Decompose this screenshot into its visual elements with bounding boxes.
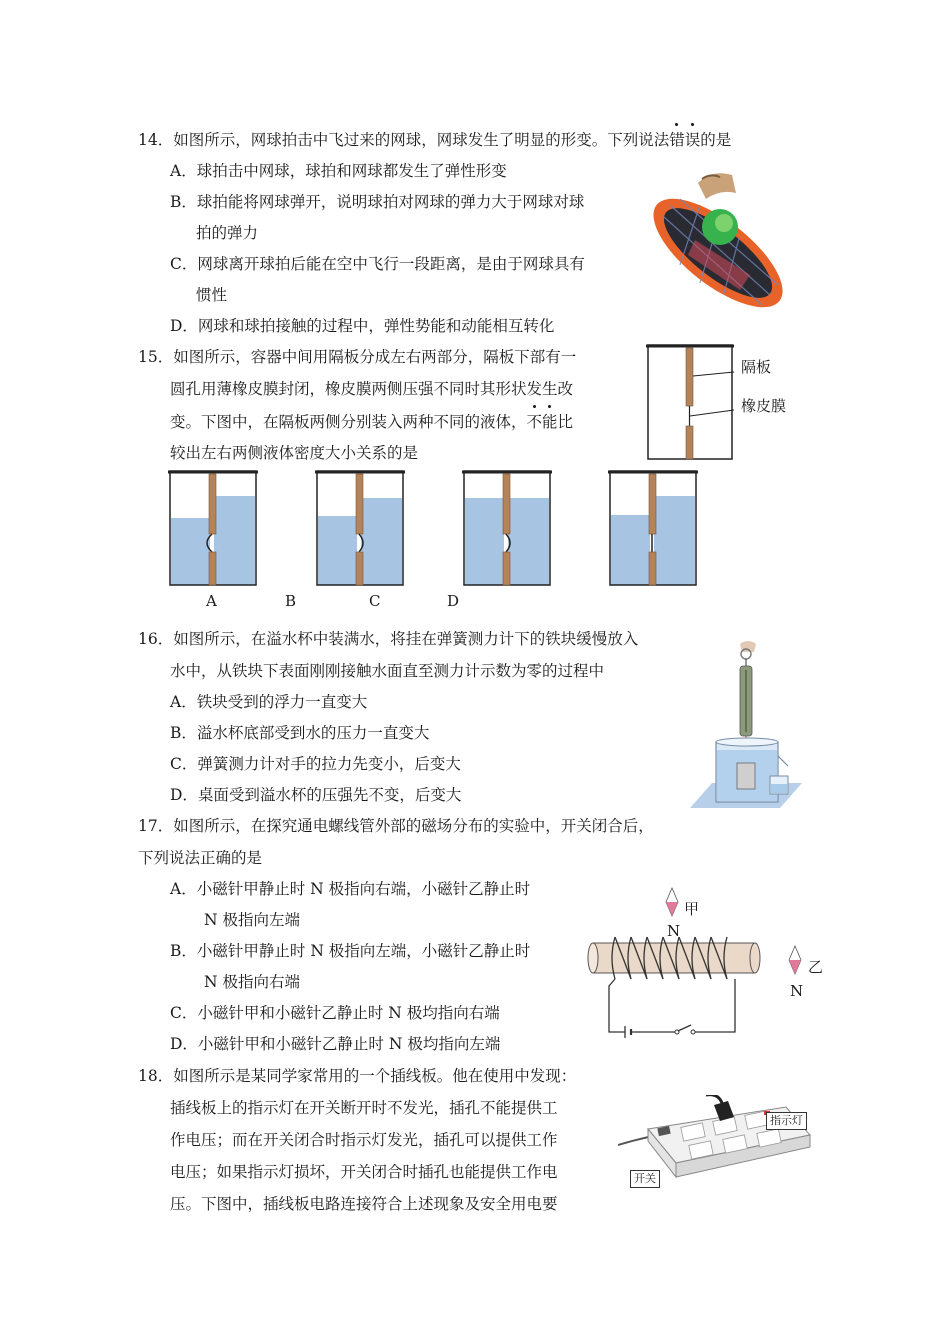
option-label-c[interactable]: C: [369, 592, 381, 610]
q18-stem-line2: 插线板上的指示灯在开关断开时不发光，插孔不能提供工: [170, 1099, 558, 1117]
option-label-d[interactable]: D: [447, 592, 460, 610]
label-membrane: 橡皮膜: [741, 397, 787, 415]
q17-option-a-cont: N 极指向左端: [204, 911, 300, 929]
q14-option-c-cont: 惯性: [196, 286, 228, 304]
container-option-c: [462, 468, 552, 588]
q17-option-d[interactable]: D．小磁针甲和小磁针乙静止时 N 极均指向左端: [170, 1035, 501, 1053]
q17-option-c[interactable]: C．小磁针甲和小磁针乙静止时 N 极均指向右端: [170, 1004, 500, 1022]
solenoid-circuit-figure: [585, 886, 825, 1046]
q14-stem-text: 14．如图所示，网球拍击中飞过来的网球，网球发生了明显的形变。下列说法: [138, 131, 670, 149]
container-option-d: [608, 468, 698, 588]
q16-stem-line1: 16．如图所示，在溢水杯中装满水，将挂在弹簧测力计下的铁块缓慢放入: [138, 630, 639, 648]
q17-option-a[interactable]: A．小磁针甲静止时 N 极指向右端，小磁针乙静止时: [170, 880, 531, 898]
label-compass-jia: 甲: [684, 900, 700, 918]
q14-option-b[interactable]: B．球拍能将网球弹开，说明球拍对网球的弹力大于网球对球: [170, 193, 585, 211]
q14-option-b-cont: 拍的弹力: [196, 224, 259, 242]
q14-emphasis-1: 错: [669, 131, 685, 149]
q15-stem-line4: 较出左右两侧液体密度大小关系的是: [170, 444, 419, 462]
q14-option-a[interactable]: A．球拍击中网球，球拍和网球都发生了弹性形变: [170, 162, 507, 180]
label-compass-jia-n: N: [667, 922, 681, 940]
q16-option-b[interactable]: B．溢水杯底部受到水的压力一直变大: [170, 724, 430, 742]
q16-stem-line2: 水中，从铁块下表面刚刚接触水面直至测力计示数为零的过程中: [170, 662, 605, 680]
container-option-a: [168, 468, 258, 588]
q17-option-b[interactable]: B．小磁针甲静止时 N 极指向左端，小磁针乙静止时: [170, 942, 531, 960]
q15-emphasis-1: 不: [526, 413, 543, 431]
q16-option-d[interactable]: D．桌面受到溢水杯的压强先不变，后变大: [170, 786, 462, 804]
q14-stem: [138, 130, 731, 150]
q15-stem-line3-end: 比: [557, 413, 574, 431]
partition-container-figure: [646, 342, 736, 462]
q17-stem-line1: 17．如图所示，在探究通电螺线管外部的磁场分布的实验中，开关闭合后，: [138, 817, 654, 835]
label-switch: 开关: [630, 1170, 660, 1188]
q18-stem-line3: 作电压；而在开关闭合时指示灯发光，插孔可以提供工作: [170, 1131, 558, 1149]
q18-stem-line1: 18．如图所示是某同学家常用的一个插线板。他在使用中发现：: [138, 1067, 577, 1085]
q15-stem-line2: 圆孔用薄橡皮膜封闭，橡皮膜两侧压强不同时其形状发生改: [170, 380, 574, 398]
q16-option-a[interactable]: A．铁块受到的浮力一直变大: [170, 693, 368, 711]
container-option-b: [315, 468, 405, 588]
q14-emphasis-2: 误: [684, 131, 701, 149]
label-compass-yi-n: N: [790, 982, 804, 1000]
option-label-a[interactable]: A: [206, 592, 217, 610]
overflow-cup-figure: [690, 638, 802, 813]
q14-option-d[interactable]: D．网球和球拍接触的过程中，弹性势能和动能相互转化: [170, 317, 555, 335]
q14-stem-end: 的是: [700, 131, 732, 149]
q18-stem-line5: 压。下图中，插线板电路连接符合上述现象及安全用电要: [170, 1195, 558, 1213]
q15-stem-line3-text: 变。下图中，在隔板两侧分别装入两种不同的液体，: [170, 413, 527, 431]
q15-stem-line1: 15．如图所示，容器中间用隔板分成左右两部分，隔板下部有一: [138, 348, 577, 366]
q14-option-c[interactable]: C．网球离开球拍后能在空中飞行一段距离，是由于网球具有: [170, 255, 585, 273]
label-indicator-light: 指示灯: [766, 1112, 807, 1130]
q15-stem-line3: [170, 412, 573, 432]
q15-emphasis-2: 能: [542, 413, 558, 431]
q17-option-b-cont: N 极指向右端: [204, 973, 300, 991]
label-partition: 隔板: [741, 358, 772, 376]
q16-option-c[interactable]: C．弹簧测力计对手的拉力先变小，后变大: [170, 755, 461, 773]
label-compass-yi: 乙: [808, 958, 824, 976]
option-label-b[interactable]: B: [285, 592, 297, 610]
q18-stem-line4: 电压；如果指示灯损坏，开关闭合时插孔也能提供工作电: [170, 1163, 558, 1181]
tennis-racket-figure: [640, 165, 800, 325]
q17-stem-line2: 下列说法正确的是: [138, 849, 263, 867]
